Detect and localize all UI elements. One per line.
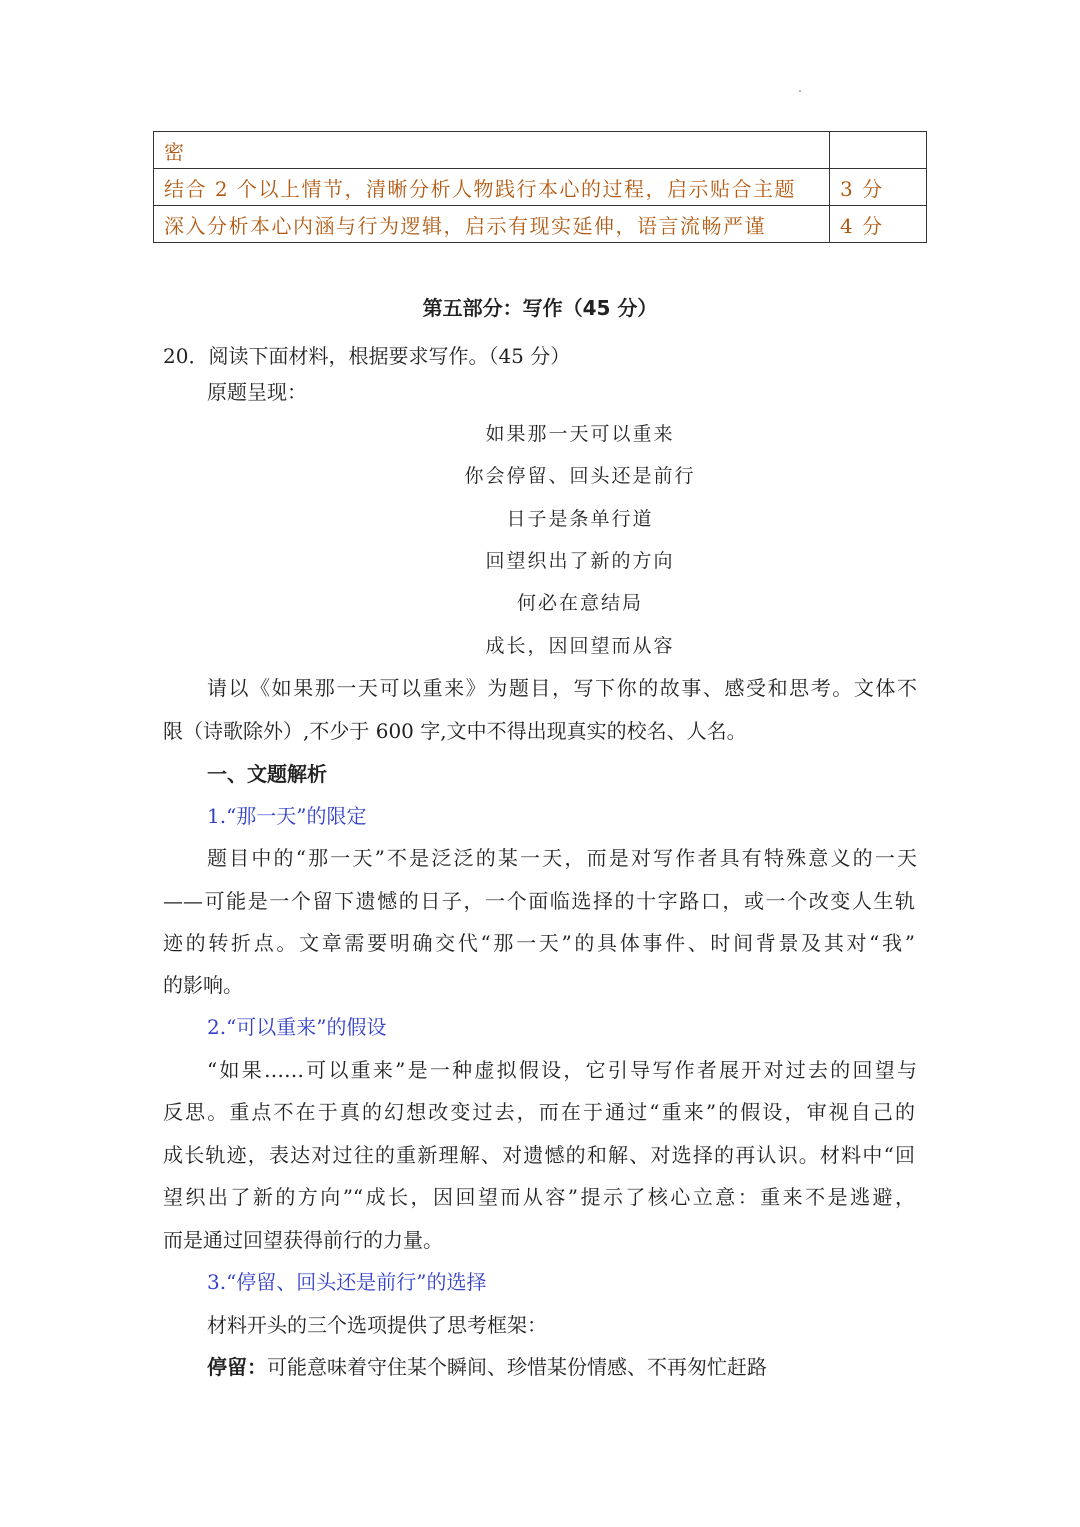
requirement-line: 限（诗歌除外）,不少于 600 字,文中不得出现真实的校名、人名。	[163, 719, 747, 743]
question-stem: 20．阅读下面材料，根据要求写作。（45 分）	[163, 344, 571, 368]
point3-intro: 材料开头的三个选项提供了思考框架：	[207, 1313, 547, 1337]
table-row	[154, 169, 927, 206]
point2-title: 2.“可以重来”的假设	[207, 1015, 387, 1039]
requirement-line: 请以《如果那一天可以重来》为题目，写下你的故事、感受和思考。文体不	[207, 676, 917, 700]
point2-line: 而是通过回望获得前行的力量。	[163, 1228, 443, 1252]
point1-line: 迹的转折点。文章需要明确交代“那一天”的具体事件、时间背景及其对“我”	[163, 931, 915, 955]
point1-line: 的影响。	[163, 973, 243, 997]
point1-title: 1.“那一天”的限定	[207, 804, 367, 828]
point3-stay	[207, 1352, 767, 1382]
poem-line: 如果那一天可以重来	[485, 423, 675, 445]
section-title: 第五部分：写作（45 分）	[422, 296, 658, 320]
point2-line: 望织出了新的方向”“成长，因回望而从容”提示了核心立意：重来不是逃避，	[163, 1185, 915, 1209]
criterion-cell: 深入分析本心内涵与行为逻辑，启示有现实延伸，语言流畅严谨	[154, 206, 830, 243]
criterion-cell: 密	[154, 132, 830, 169]
poem-line: 你会停留、回头还是前行	[464, 465, 696, 487]
point3-title: 3.“停留、回头还是前行”的选择	[207, 1270, 487, 1294]
stay-text: 可能意味着守住某个瞬间、珍惜某份情感、不再匆忙赶路	[267, 1355, 767, 1379]
poem-line: 何必在意结局	[516, 592, 643, 614]
score-cell: 4 分	[830, 206, 927, 243]
point2-line: 成长轨迹，表达对过往的重新理解、对遗憾的和解、对选择的再认识。材料中“回	[163, 1143, 915, 1167]
stay-label: 停留：	[207, 1355, 267, 1379]
scoring-table	[153, 131, 927, 243]
score-cell: 3 分	[830, 169, 927, 206]
criterion-cell: 结合 2 个以上情节，清晰分析人物践行本心的过程，启示贴合主题	[154, 169, 830, 206]
poem-line: 回望织出了新的方向	[485, 550, 675, 572]
analysis-heading: 一、文题解析	[207, 762, 327, 786]
poem-line: 成长，因回望而从容	[485, 635, 675, 657]
page-dot	[799, 90, 801, 92]
point1-line: ——可能是一个留下遗憾的日子，一个面临选择的十字路口，或一个改变人生轨	[163, 889, 915, 913]
table-row	[154, 206, 927, 243]
score-cell	[830, 132, 927, 169]
poem-line: 日子是条单行道	[506, 508, 654, 530]
point1-line: 题目中的“那一天”不是泛泛的某一天，而是对写作者具有特殊意义的一天	[207, 846, 917, 870]
point2-line: 反思。重点不在于真的幻想改变过去，而在于通过“重来”的假设，审视自己的	[163, 1100, 915, 1124]
table-row	[154, 132, 927, 169]
question-intro: 原题呈现：	[207, 380, 307, 404]
point2-line: “如果……可以重来”是一种虚拟假设，它引导写作者展开对过去的回望与	[207, 1058, 917, 1082]
